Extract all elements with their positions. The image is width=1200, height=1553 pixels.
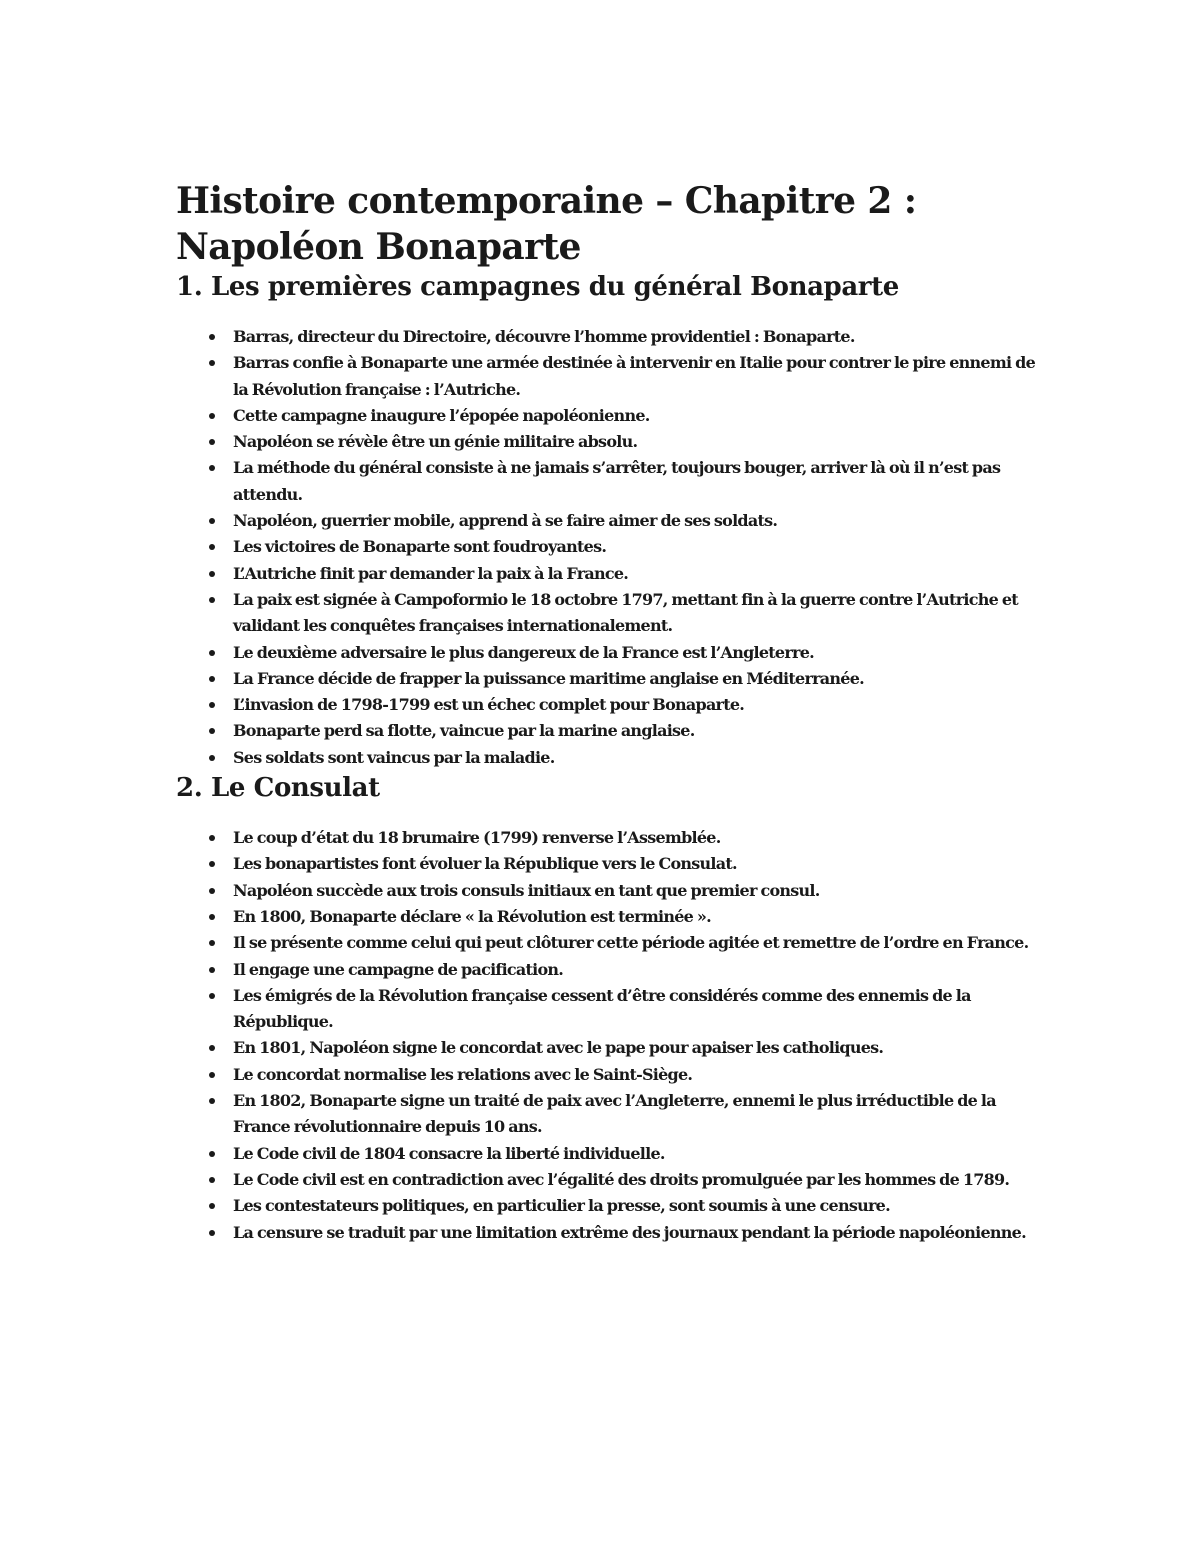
bullet-icon [209,360,215,366]
list-item [176,851,1036,877]
list-item-text: En 1801, Napoléon signe le concordat avec le pape pour apaiser les catholiques. [233,1038,884,1058]
list-item-text: Les contestateurs politiques, en particulier la presse, sont soumis à une censure. [233,1196,890,1216]
list-item [176,1035,1036,1061]
list-item [176,350,1036,403]
bullet-icon [209,835,215,841]
list-item-text: Le coup d’état du 18 brumaire (1799) renverse l’Assemblée. [233,828,721,848]
list-item-text: Barras, directeur du Directoire, découvre l’homme providentiel : Bonaparte. [233,327,855,346]
list-item [176,878,1036,904]
bullet-icon [209,1151,215,1157]
list-item-text: La méthode du général consiste à ne jamais s’arrêter, toujours bouger, arriver là où il n’est pas attendu. [233,458,1001,504]
list-item [176,957,1036,983]
list-item [176,930,1036,956]
bullet-icon [209,1177,215,1183]
list-item [176,561,1036,587]
bullet-icon [209,571,215,577]
section-list-consulat [176,825,1036,1246]
bullet-icon [209,755,215,761]
bullet-icon [209,993,215,999]
list-item-text: Les victoires de Bonaparte sont foudroyantes. [233,537,607,557]
list-item-text: Il se présente comme celui qui peut clôturer cette période agitée et remettre de l’ordre en France. [233,933,1029,953]
bullet-icon [209,544,215,550]
section-heading-campagnes: 1. Les premières campagnes du général Bonaparte [176,272,899,302]
list-item-text: En 1802, Bonaparte signe un traité de paix avec l’Angleterre, ennemi le plus irréductible de la France révolutionnaire depuis 10 ans. [233,1091,996,1137]
list-item [176,1193,1036,1219]
list-item-text: Le Code civil de 1804 consacre la liberté individuelle. [233,1143,665,1163]
list-item [176,983,1036,1036]
list-item [176,640,1036,666]
bullet-icon [209,1098,215,1104]
bullet-icon [209,1072,215,1078]
list-item-text: Le deuxième adversaire le plus dangereux de la France est l’Angleterre. [233,642,814,662]
bullet-icon [209,967,215,973]
list-item [176,1062,1036,1088]
bullet-icon [209,676,215,682]
bullet-icon [209,1230,215,1236]
bullet-icon [209,413,215,419]
list-item-text: Napoléon se révèle être un génie militaire absolu. [233,432,638,452]
list-item-text: Napoléon, guerrier mobile, apprend à se faire aimer de ses soldats. [233,511,778,531]
bullet-icon [209,861,215,867]
list-item-text: La paix est signée à Campoformio le 18 octobre 1797, mettant fin à la guerre contre l’Autriche et validant les conquêtes françaises internationalement. [233,589,1018,636]
list-item [176,429,1036,455]
list-item-text: Barras confie à Bonaparte une armée destinée à intervenir en Italie pour contrer le pire ennemi de la Révolution française : l’Autriche. [233,353,1036,399]
bullet-icon [209,888,215,894]
list-item-text: Les bonapartistes font évoluer la République vers le Consulat. [233,854,737,874]
list-item-text: Ses soldats sont vaincus par la maladie. [233,747,555,767]
list-item [176,692,1036,718]
list-item-text: Le Code civil est en contradiction avec l’égalité des droits promulguée par les hommes de 1789. [233,1169,1010,1189]
list-item [176,508,1036,534]
section-list-campagnes [176,324,1036,771]
list-item [176,324,1036,350]
bullet-icon [209,1203,215,1209]
list-item-text: L’Autriche finit par demander la paix à la France. [233,563,629,583]
bullet-icon [209,914,215,920]
bullet-icon [209,728,215,734]
list-item [176,534,1036,560]
list-item-text: Les émigrés de la Révolution française cessent d’être considérés comme des ennemis de la République. [233,985,971,1032]
section-heading-consulat: 2. Le Consulat [176,773,380,804]
list-item [176,904,1036,930]
bullet-icon [209,518,215,524]
list-item-text: Il engage une campagne de pacification. [233,959,564,979]
bullet-icon [209,334,215,340]
list-item-text: En 1800, Bonaparte déclare « la Révolution est terminée ». [233,906,711,926]
list-item [176,1167,1036,1193]
list-item [176,1220,1036,1246]
list-item [176,666,1036,692]
list-item [176,1088,1036,1141]
list-item [176,587,1036,640]
bullet-icon [209,650,215,656]
list-item-text: La censure se traduit par une limitation extrême des journaux pendant la période napoléonienne. [233,1222,1026,1242]
list-item [176,745,1036,771]
list-item [176,718,1036,744]
document-page [176,178,1036,1246]
bullet-icon [209,1045,215,1051]
document-title: Histoire contemporaine – Chapitre 2 : Napoléon Bonaparte [176,180,917,268]
list-item-text: Napoléon succède aux trois consuls initiaux en tant que premier consul. [233,880,820,900]
list-item [176,455,1036,508]
list-item-text: Le concordat normalise les relations avec le Saint-Siège. [233,1064,693,1084]
bullet-icon [209,597,215,603]
list-item [176,1141,1036,1167]
list-item [176,825,1036,851]
bullet-icon [209,702,215,708]
bullet-icon [209,465,215,471]
list-item [176,403,1036,429]
list-item-text: L’invasion de 1798-1799 est un échec complet pour Bonaparte. [233,695,745,715]
list-item-text: Cette campagne inaugure l’épopée napoléonienne. [233,405,650,425]
bullet-icon [209,940,215,946]
list-item-text: Bonaparte perd sa flotte, vaincue par la marine anglaise. [233,721,695,741]
bullet-icon [209,439,215,445]
list-item-text: La France décide de frapper la puissance maritime anglaise en Méditerranée. [233,668,864,688]
